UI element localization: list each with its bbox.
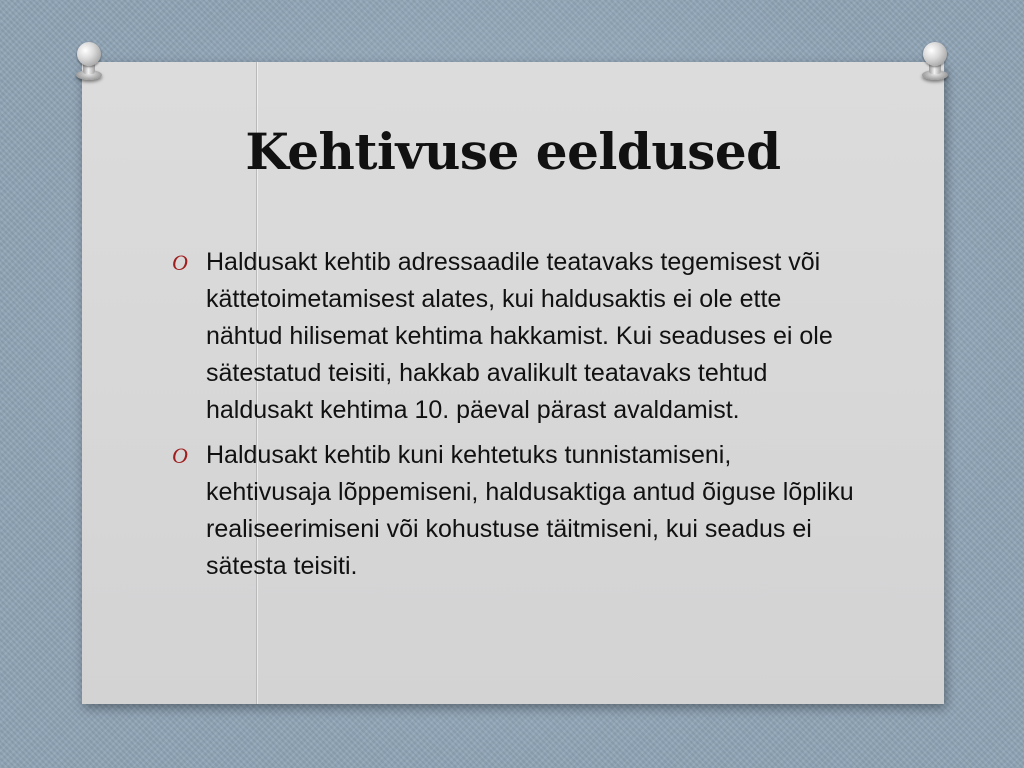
bullet-list	[170, 244, 860, 593]
slide-title: Kehtivuse eeldused	[245, 122, 781, 181]
pushpin-head	[77, 42, 101, 66]
bullet-item	[170, 437, 860, 585]
pushpin-icon	[74, 42, 104, 80]
bullet-item	[170, 244, 860, 429]
pushpin-head	[923, 42, 947, 66]
bullet-text: Haldusakt kehtib kuni kehtetuks tunnistamiseni, kehtivusaja lõppemiseni, haldusaktiga antud õiguse lõpliku realiseerimiseni või kohustuse täitmiseni, kui seadus ei sätesta teisiti.	[206, 441, 854, 580]
bullet-marker-icon: O	[172, 443, 188, 468]
bullet-text: Haldusakt kehtib adressaadile teatavaks tegemisest või kättetoimetamisest alates, kui haldusaktis ei ole ette nähtud hilisemat kehtima hakkamist. Kui seaduses ei ole sätestatud teisiti, hakkab avalikult teatavaks tehtud haldusakt kehtima 10. päeval pärast avaldamist.	[206, 248, 833, 424]
pushpin-icon	[920, 42, 950, 80]
bullet-marker-icon: O	[172, 250, 188, 275]
